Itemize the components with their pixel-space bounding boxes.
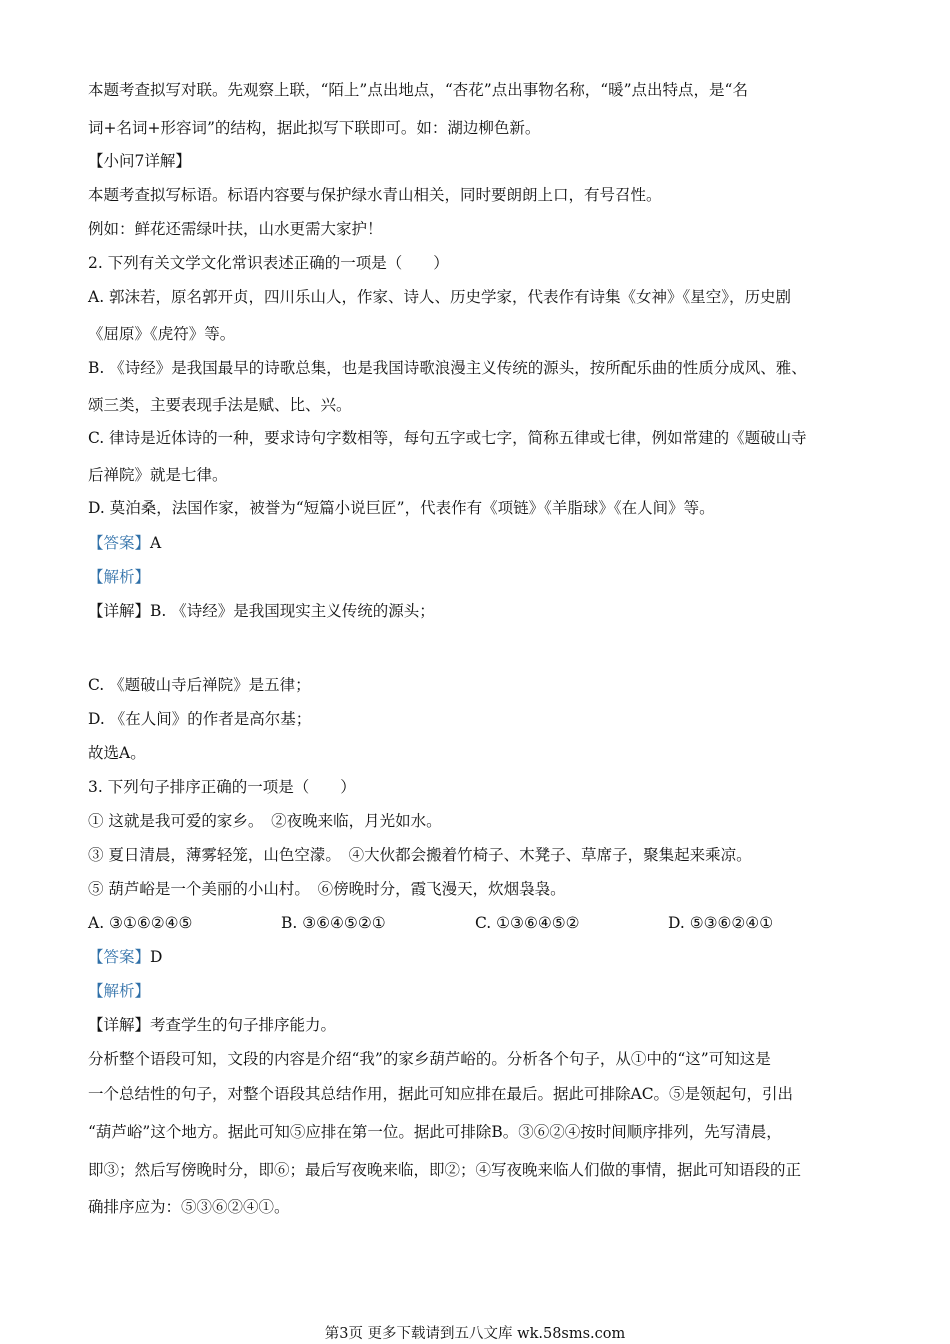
text-line: 一个总结性的句子，对整个语段其总结作用，据此可知应排在最后。据此可排除AC。⑤是领起句，引出 xyxy=(88,1085,794,1103)
text-line: “葫芦峪”这个地方。据此可知⑤应排在第一位。据此可排除B。③⑥②④按时间顺序排列，先写清晨， xyxy=(88,1123,782,1141)
choice-d: D. ⑤③⑥②④① xyxy=(668,914,774,932)
option-b-cont: 颂三类，主要表现手法是赋、比、兴。 xyxy=(88,396,352,414)
question-3: 3. 下列句子排序正确的一项是（ ） xyxy=(88,778,356,796)
choice-b: B. ③⑥④⑤②① xyxy=(281,914,386,932)
analysis-tag: 【解析】 xyxy=(88,982,151,1000)
answer-value: A xyxy=(150,534,162,552)
option-a-cont: 《屈原》《虎符》等。 xyxy=(88,325,236,343)
text-line: 词+名词+形容词”的结构，据此拟写下联即可。如：湖边柳色新。 xyxy=(88,119,541,137)
option-b: B. 《诗经》是我国最早的诗歌总集，也是我国诗歌浪漫主义传统的源头，按所配乐曲的性质分成风、雅、 xyxy=(88,359,807,377)
option-c-cont: 后禅院》就是七律。 xyxy=(88,466,228,484)
sentence-line: ③ 夏日清晨，薄雾轻笼，山色空濛。 ④大伙都会搬着竹椅子、木凳子、草席子，聚集起来乘凉。 xyxy=(88,846,752,864)
analysis-tag: 【解析】 xyxy=(88,568,151,586)
text-line: 分析整个语段可知，文段的内容是介绍“我”的家乡葫芦峪的。分析各个句子，从①中的“这”可知这是 xyxy=(88,1050,771,1068)
page-footer: 第3页 更多下载请到五八文库 wk.58sms.com xyxy=(324,1326,626,1342)
answer-line xyxy=(88,533,862,553)
detail-line: 【详解】考查学生的句子排序能力。 xyxy=(88,1016,337,1034)
text-line: 例如：鲜花还需绿叶扶，山水更需大家护！ xyxy=(88,220,383,238)
text-line: D. 《在人间》的作者是高尔基； xyxy=(88,710,312,728)
answer-line xyxy=(88,947,862,967)
text-line: 故选A。 xyxy=(88,744,146,762)
text-line: 本题考查拟写对联。先观察上联，“陌上”点出地点，“杏花”点出事物名称，“暖”点出特点，是“名 xyxy=(88,81,748,99)
question-2: 2. 下列有关文学文化常识表述正确的一项是（ ） xyxy=(88,254,449,272)
sentence-line: ① 这就是我可爱的家乡。 ②夜晚来临，月光如水。 xyxy=(88,812,442,830)
option-c: C. 律诗是近体诗的一种，要求诗句字数相等，每句五字或七字，简称五律或七律，例如常建的《题破山寺 xyxy=(88,429,807,447)
option-d: D. 莫泊桑，法国作家，被誉为“短篇小说巨匠”，代表作有《项链》《羊脂球》《在人间》等。 xyxy=(88,499,715,517)
option-a: A. 郭沫若，原名郭开贞，四川乐山人，作家、诗人、历史学家，代表作有诗集《女神》《星空》，历史剧 xyxy=(88,288,792,306)
sentence-line: ⑤ 葫芦峪是一个美丽的小山村。 ⑥傍晚时分，霞飞漫天，炊烟袅袅。 xyxy=(88,880,566,898)
choice-c: C. ①③⑥④⑤② xyxy=(475,914,580,932)
choice-a: A. ③①⑥②④⑤ xyxy=(88,914,193,932)
options-row xyxy=(88,913,862,933)
answer-tag: 【答案】 xyxy=(88,948,151,966)
subsection-heading: 【小问7详解】 xyxy=(88,152,191,170)
text-line: 确排序应为：⑤③⑥②④①。 xyxy=(88,1198,290,1216)
text-line: 即③；然后写傍晚时分，即⑥；最后写夜晚来临，即②；④写夜晚来临人们做的事情，据此可知语段的正 xyxy=(88,1161,802,1179)
text-line: C. 《题破山寺后禅院》是五律； xyxy=(88,676,311,694)
text-line: 本题考查拟写标语。标语内容要与保护绿水青山相关，同时要朗朗上口，有号召性。 xyxy=(88,186,662,204)
answer-value: D xyxy=(150,948,163,966)
detail-line: 【详解】B. 《诗经》是我国现实主义传统的源头； xyxy=(88,602,435,620)
answer-tag: 【答案】 xyxy=(88,534,151,552)
